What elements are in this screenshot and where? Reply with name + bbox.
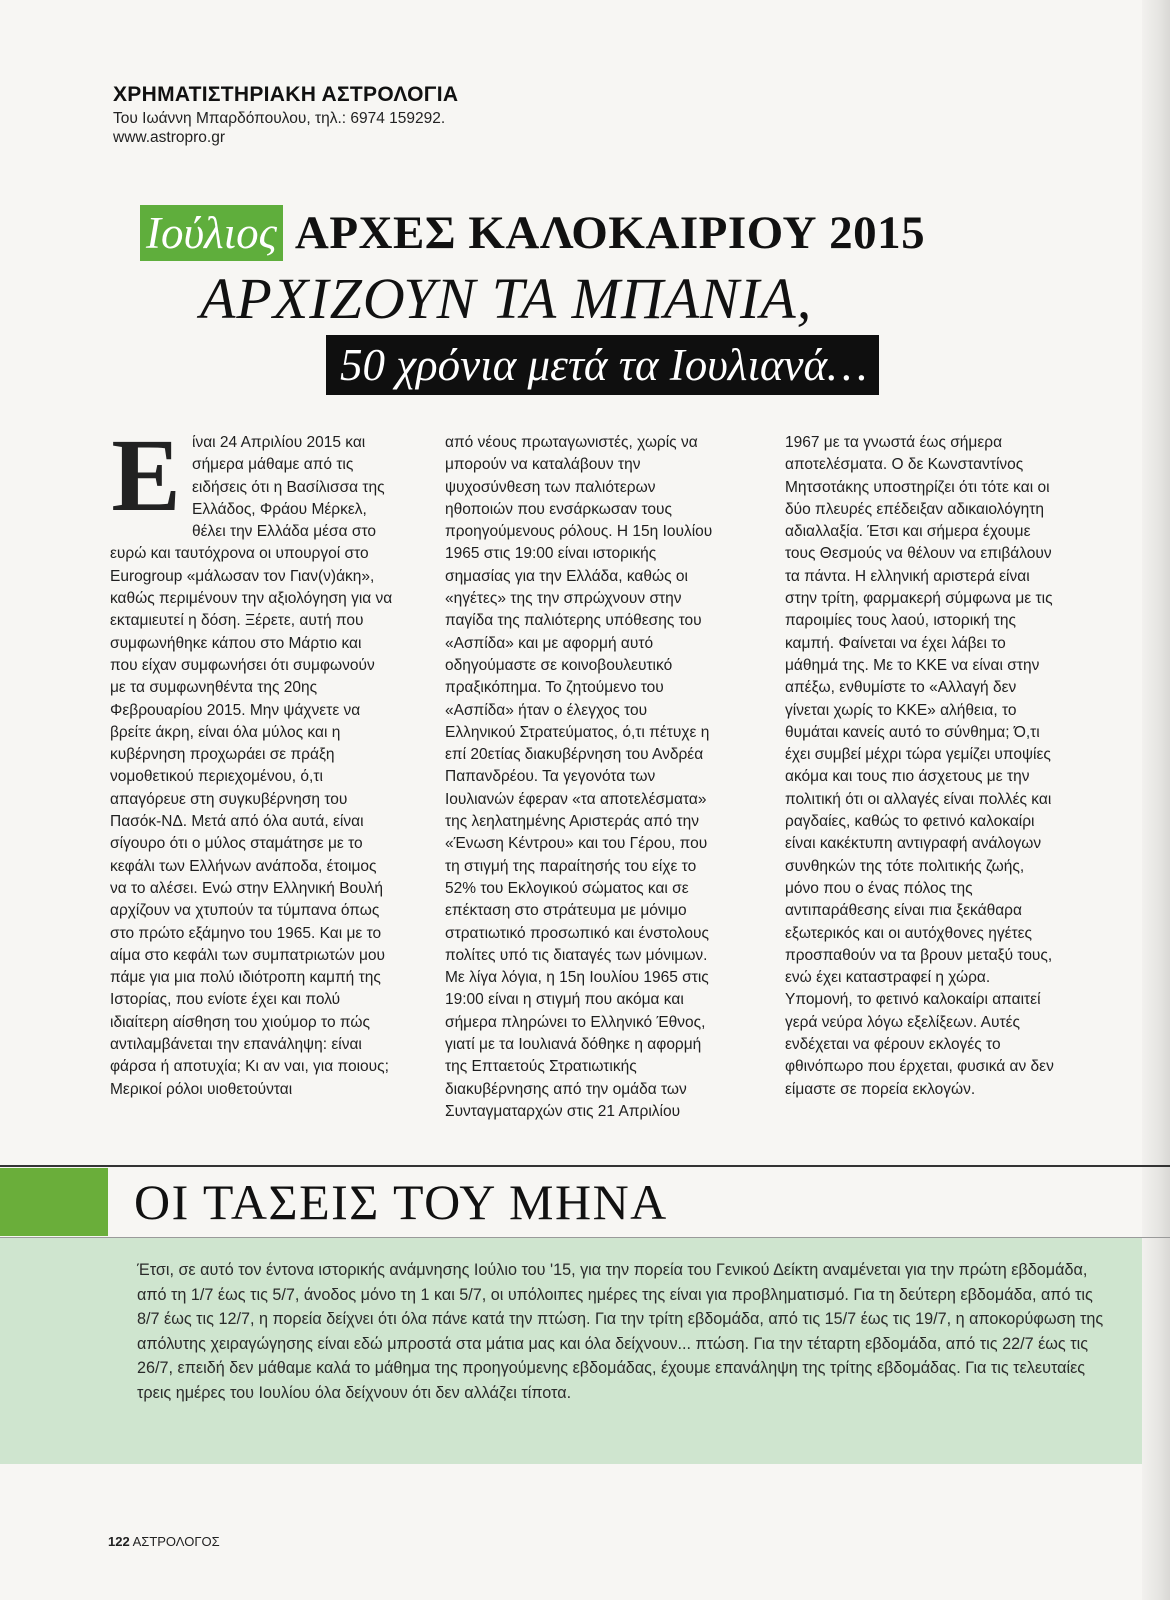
page-footer: [108, 1534, 220, 1549]
page-number: 122: [108, 1534, 130, 1549]
section-rule-top: [0, 1165, 1170, 1167]
forecast-text: Έτσι, σε αυτό τον έντονα ιστορικής ανάμνησης Ιούλιο του '15, για την πορεία του Γενικού Δείκτη αναμένεται για την πρώτη εβδομάδα, από τη 1/7 έως τις 5/7, άνοδος μόνο τη 1 και 5/7, οι υπόλοιπες ημέρες της είναι για προβληματισμό. Για τη δεύτερη εβδομάδα, από τις 8/7 έως τις 12/7, η πορεία δείχνει ότι όλα πάνε κατά την πτώση. Για την τρίτη εβδομάδα, από τις 15/7 έως τις 19/7, η αποκορύφωση της απόλυτης χειραγώγησης είναι εδώ μπροστά στα μάτια μας και όλα δείχνουν... πτώση. Για την τέταρτη εβδομάδα, από τις 22/7 έως τις 26/7, επειδή δεν μάθαμε καλά το μάθημα της προηγούμενης εβδομάδας, έχουμε επανάληψη της τρίτης εβδομάδας. Για τις τελευταίες τρεις ημέρες του Ιουλίου όλα δείχνουν ότι δεν αλλάζει τίποτα.: [137, 1261, 1104, 1402]
headline-line-3: 50 χρόνια μετά τα Ιουλιανά…: [326, 335, 879, 395]
headline-row-1: [140, 202, 925, 264]
headline-line-2: ΑΡΧΙΖΟΥΝ ΤΑ ΜΠΑΝΙΑ,: [200, 266, 813, 331]
section-accent-block: [0, 1168, 108, 1236]
article-text-3: 1967 με τα γνωστά έως σήμερα αποτελέσματα. Ο δε Κωνσταντίνος Μητσοτάκης υποστηρίζει ότι τότε και οι δύο πλευρές επέδειξαν αδικαιολόγητη αδιαλλαξία. Έτσι και σήμερα έχουμε τους Θεσμούς να θέλουν να επιβάλουν τα πάντα. Η ελληνική αριστερά είναι στην τρίτη, φαρμακερή σύμφωνα με τις παροιμίες τους λαού, ιστορική της καμπή. Φαίνεται να έχει λάβει το μάθημά της. Με το ΚΚΕ να είναι στην απέξω, ενθυμίστε το «Αλλαγή δεν γίνεται χωρίς το ΚΚΕ» αλήθεια, το θυμάται κανείς αυτό το σύνθημα; Ό,τι έχει συμβεί μέχρι τώρα γεμίζει υποψίες ακόμα και τους πιο άσχετους με την πολιτική ότι οι αλλαγές είναι πολλές και ραγδαίες, καθώς το φετινό καλοκαίρι είναι κακέκτυπη αντιγραφή ανάλογων συνθηκών της τότε πολιτικής ζωής, μόνο που ο ένας πόλος της αντιπαράθεσης είναι πια ξεκάθαρα εξωτερικός και οι αυτόχθονες ηγέτες προσπαθούν να τα βρουν μεταξύ τους, ενώ έχει καταστραφεί η χώρα. Υπομονή, το φετινό καλοκαίρι απαιτεί γερά νεύρα λόγω εξελίξεων. Αυτές ενδέχεται να φέρουν εκλογές το φθινόπωρο που έρχεται, φυσικά αν δεν είμαστε σε πορεία εκλογών.: [785, 434, 1054, 1098]
magazine-name: ΑΣΤΡΟΛΟΓΟΣ: [132, 1534, 220, 1549]
forecast-heading: ΟΙ ΤΑΣΕΙΣ ΤΟΥ ΜΗΝΑ: [134, 1174, 668, 1230]
headline-line-1: ΑΡΧΕΣ ΚΑΛΟΚΑΙΡΙΟΥ 2015: [294, 207, 926, 259]
article-column-1: [110, 418, 393, 1101]
article-text-1: ίναι 24 Απριλίου 2015 και σήμερα μάθαμε από τις ειδήσεις ότι η Βασίλισσα της Ελλάδος, Φράου Μέρκελ, θέλει την Ελλάδα μέσα στο ευρώ και ταυτόχρονα οι υπουργοί στο Eurogroup «μάλωσαν τον Γιαν(ν)άκη», καθώς περιμένουν την αξιολόγηση για να εκταμιευτεί η δόση. Ξέρετε, αυτή που συμφωνήθηκε κάπου στο Μάρτιο και που είχαν συμφωνήσει ότι συμφωνούν με τα συμφωνηθέντα της 20ης Φεβρουαρίου 2015. Μην ψάχνετε να βρείτε άκρη, είναι όλα μύλος και η κυβέρνηση προχωράει σε πράξη νομοθετικού περιεχομένου, ό,τι απαγόρευε στη συγκυβέρνηση του Πασόκ-ΝΔ. Μετά από όλα αυτά, είναι σίγουρο ότι ο μύλος σταμάτησε με το κεφάλι των Ελλήνων ανάποδα, έτοιμος να το αλέσει. Ενώ στην Ελληνική Βουλή αρχίζουν να χτυπούν τα τύμπανα όπως στο πρώτο εξάμηνο του 1965. Και με το αίμα στο κεφάλι των συμπατριωτών μου πάμε για μια πολύ ιδιότροπη καμπή της Ιστορίας, που ενίοτε έχει και πολύ ιδιαίτερη αίσθηση του χιούμορ το πώς αντιλαμβάνεται την επανάληψη: είναι φάρσα ή αποτυχία; Κι αν ναι, για ποιους; Μερικοί ρόλοι υιοθετούνται: [110, 434, 393, 1098]
article-header: [113, 83, 633, 148]
section-title: ΧΡΗΜΑΤΙΣΤΗΡΙΑΚΗ ΑΣΤΡΟΛΟΓΙΑ: [113, 83, 459, 106]
month-tag: Ιούλιος: [140, 205, 283, 261]
article-column-3: [785, 432, 1055, 1101]
article-text-2: από νέους πρωταγωνιστές, χωρίς να μπορούν να καταλάβουν την ψυχοσύνθεση των παλιότερων ηθοποιών που ενσάρκωσαν τους προηγούμενους ρόλους. Η 15η Ιουλίου 1965 στις 19:00 είναι ιστορικής σημασίας για την Ελλάδα, καθώς οι «ηγέτες» της την σπρώχνουν στην παγίδα της παλιότερης υπόθεσης του «Ασπίδα» και με αφορμή αυτό οδηγούμαστε σε κοινοβουλευτικό πραξικόπημα. Το ζητούμενο του «Ασπίδα» ήταν ο έλεγχος του Ελληνικού Στρατεύματος, ό,τι πέτυχε η επί 20ετίας διακυβέρνηση του Ανδρέα Παπανδρέου. Τα γεγονότα των Ιουλιανών έφεραν «τα αποτελέσματα» της λεηλατημένης Αριστεράς από την «Ένωση Κέντρου» και του Γέρου, που τη στιγμή της παραίτησής του είχε το 52% του Εκλογικού σώματος και σε επέκταση στο στράτευμα με μόνιμο στρατιωτικό προσωπικό και ένστολους πολίτες υπό τις διαταγές των μόνιμων. Με λίγα λόγια, η 15η Ιουλίου 1965 στις 19:00 είναι η στιγμή που ακόμα και σήμερα πληρώνει το Ελληνικό Έθνος, γιατί με τα Ιουλιανά δόθηκε η αφορμή της Επταετούς Στρατιωτικής διακυβέρνησης από την ομάδα των Συνταγματαρχών στις 21 Απριλίου: [445, 434, 713, 1120]
author-byline: Του Ιωάννη Μπαρδόπουλου, τηλ.: 6974 159292.: [113, 110, 446, 128]
drop-cap: Ε: [111, 418, 181, 533]
page-edge: [1142, 0, 1170, 1600]
author-website: www.astropro.gr: [113, 129, 225, 147]
article-column-2: [445, 432, 721, 1123]
